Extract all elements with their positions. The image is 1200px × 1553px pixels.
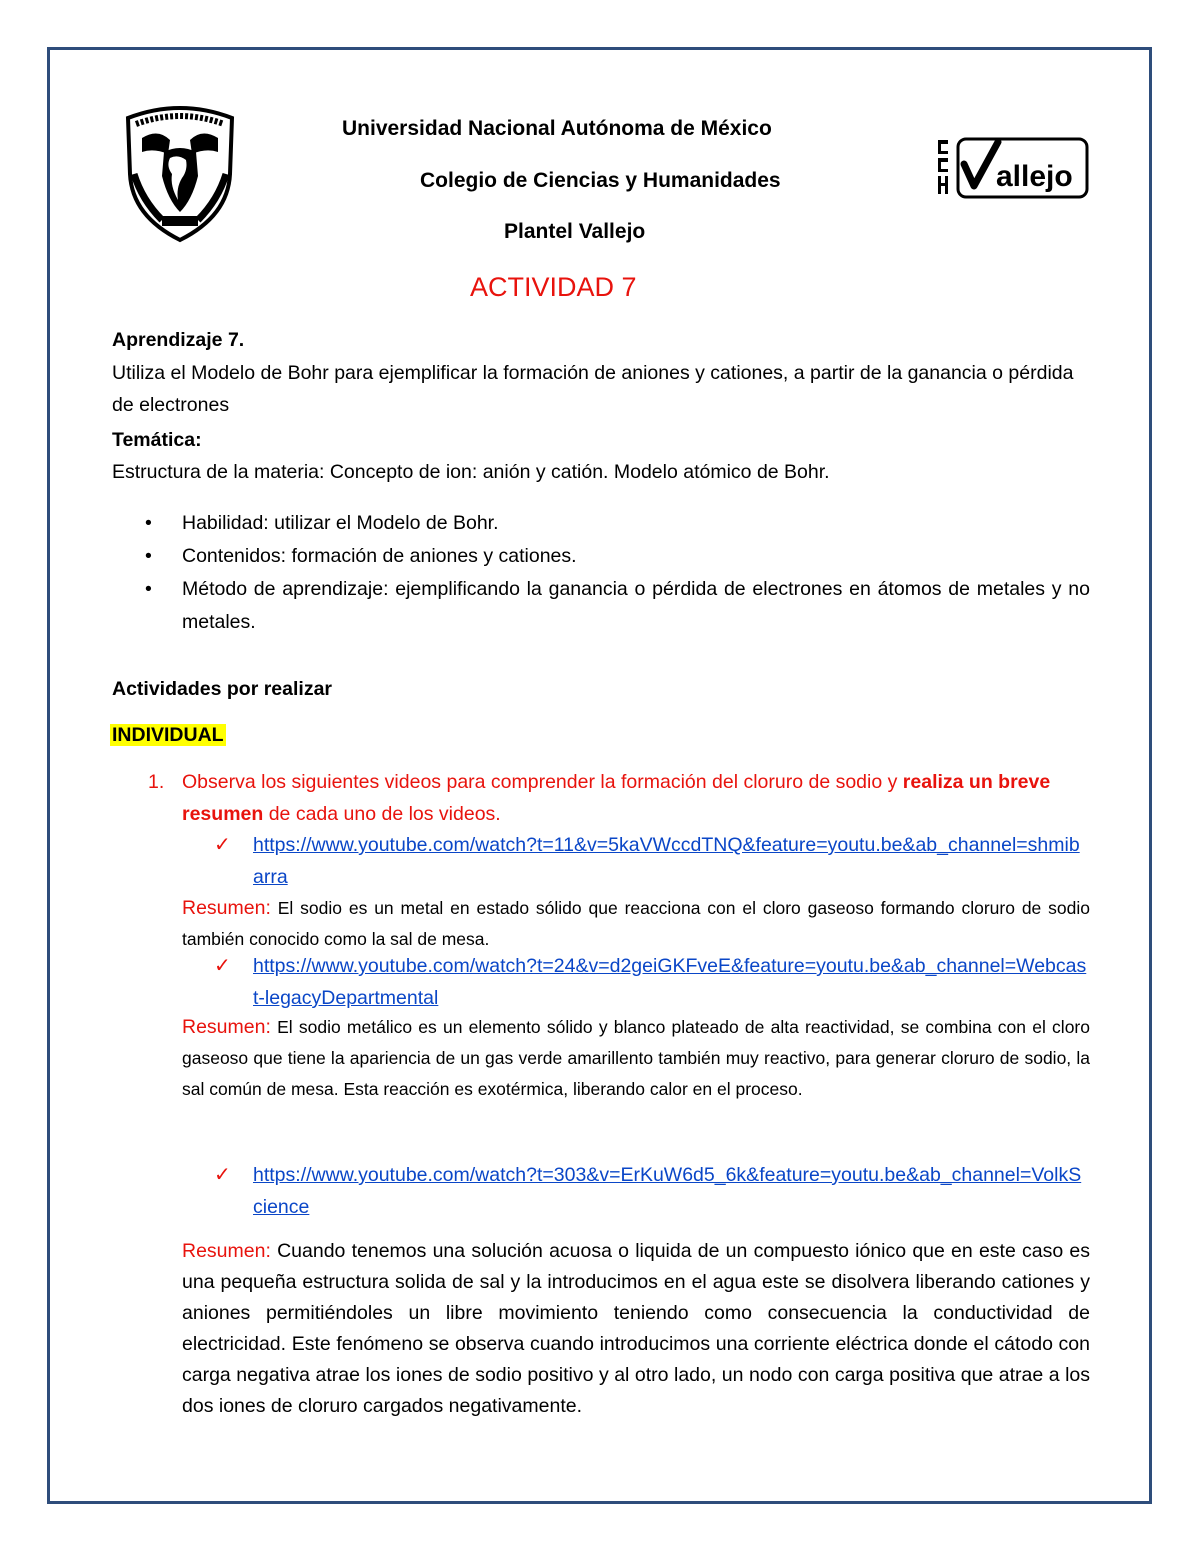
learning-title: Aprendizaje 7.	[112, 329, 245, 351]
instruction-part-a: Observa los siguientes videos para comprender la formación del cloruro de sodio y	[182, 771, 903, 793]
video-link-3[interactable]: https://www.youtube.com/watch?t=303&v=ErKuW6d5_6k&feature=youtu.be&ab_channel=VolkScience	[253, 1164, 1082, 1218]
summary-label: Resumen:	[182, 1240, 271, 1262]
activities-title: Actividades por realizar	[112, 678, 333, 700]
item-instruction	[182, 766, 1090, 830]
university-title: Universidad Nacional Autónoma de México	[342, 117, 772, 140]
learning-description: Utiliza el Modelo de Bohr para ejemplificar la formación de aniones y cationes, a partir de la ganancia o pérdida de electrones	[112, 362, 1074, 416]
summary-label: Resumen:	[182, 1016, 271, 1038]
summary-text: El sodio metálico es un elemento sólido y blanco plateado de alta reactividad, se combina con el cloro gaseoso que tiene la apariencia de un gas verde amarillento también muy reactivo, para generar cloruro de sodio, la sal común de mesa. Esta reacción es exotérmica, liberando calor en el proceso.	[182, 1017, 1090, 1099]
checkmark-icon: ✓	[214, 955, 231, 977]
checkmark-icon: ✓	[214, 834, 231, 856]
individual-badge: INDIVIDUAL	[112, 724, 224, 746]
list-item: • Habilidad: utilizar el Modelo de Bohr.	[112, 507, 1090, 540]
instruction-part-c: de cada uno de los videos.	[263, 803, 501, 825]
cch-vallejo-logo	[936, 136, 1090, 200]
summary-text: Cuando tenemos una solución acuosa o liquida de un compuesto iónico que en este caso es una pequeña estructura solida de sal y la introducimos en el agua este se disolvera liberando cationes y aniones permitiéndoles un libre movimiento teniendo como consecuencia la conductividad de electricidad. Este fenómeno se observa cuando introducimos una corriente eléctrica donde el cátodo con carga negativa atrae los iones de sodio positivo y al otro lado, un nodo con carga positiva que atrae a los dos iones de cloruro cargados negativamente.	[182, 1240, 1090, 1417]
topic-text: Estructura de la materia: Concepto de ion: anión y catión. Modelo atómico de Bohr.	[112, 461, 830, 483]
summary-3	[182, 1236, 1090, 1422]
topic-label: Temática:	[112, 429, 202, 451]
summary-label: Resumen:	[182, 897, 271, 919]
video-link-1[interactable]: https://www.youtube.com/watch?t=11&v=5kaVWccdTNQ&feature=youtu.be&ab_channel=shmibarra	[253, 834, 1080, 888]
list-item: • Contenidos: formación de aniones y cationes.	[112, 540, 1090, 573]
video-link-row-1	[214, 829, 1090, 893]
video-link-row-3	[214, 1159, 1090, 1223]
unam-shield-icon	[118, 104, 242, 244]
mode-label	[110, 719, 226, 751]
item-number: 1.	[148, 771, 165, 793]
video-link-row-2	[214, 950, 1090, 1014]
summary-2	[182, 1012, 1090, 1105]
activity-item-1	[148, 766, 1090, 830]
college-title: Colegio de Ciencias y Humanidades	[420, 169, 781, 192]
learning-bullets	[112, 507, 1090, 639]
cch-logo-text: allejo	[996, 160, 1073, 193]
video-link-2[interactable]: https://www.youtube.com/watch?t=24&v=d2geiGKFveE&feature=youtu.be&ab_channel=Webcast-legacyDepartmental	[253, 955, 1087, 1009]
campus-title: Plantel Vallejo	[504, 220, 646, 243]
summary-1	[182, 893, 1090, 955]
checkmark-icon: ✓	[214, 1164, 231, 1186]
summary-text: El sodio es un metal en estado sólido que reacciona con el cloro gaseoso formando cloruro de sodio también conocido como la sal de mesa.	[182, 898, 1090, 949]
list-item: • Método de aprendizaje: ejemplificando la ganancia o pérdida de electrones en átomos de metales y no metales.	[112, 573, 1090, 639]
activity-title: ACTIVIDAD 7	[470, 272, 637, 302]
instruction-part-b: realiza un breve resumen	[182, 771, 1051, 825]
